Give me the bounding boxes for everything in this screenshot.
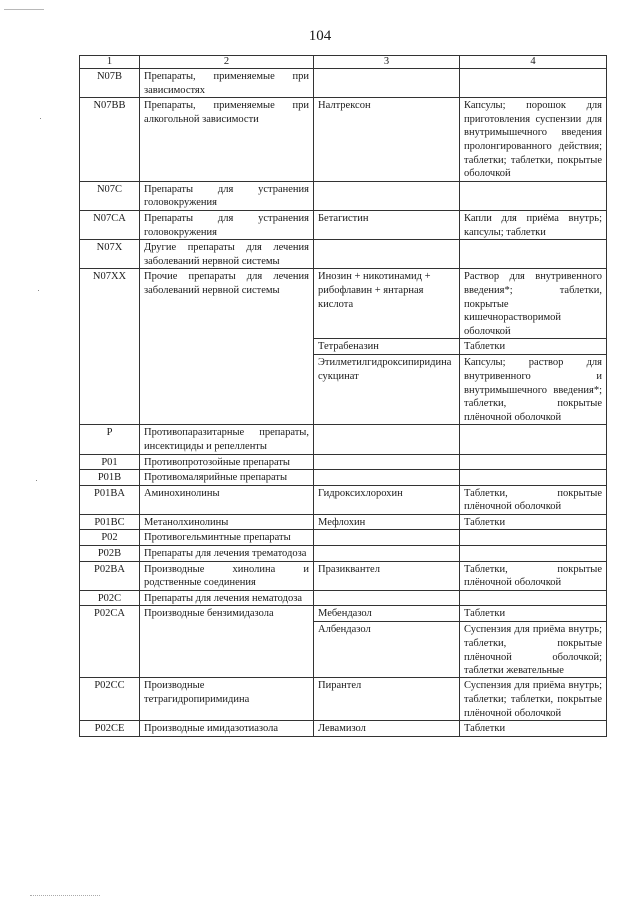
atc-code-cell: P01 [80, 454, 140, 470]
drug-name-cell [314, 561, 460, 590]
table-row [80, 98, 607, 182]
table-row [80, 514, 607, 530]
drug-name: Пирантел [318, 680, 362, 692]
dosage-form: Таблетки, покрытые плёночной оболочкой [464, 563, 602, 589]
table-row [80, 181, 607, 210]
atc-group-cell: Прочие препараты для лечения заболеваний нервной системы [140, 269, 314, 425]
dosage-form-cell [460, 69, 607, 98]
drug-name: Тетрабеназин [314, 338, 459, 354]
dosage-form: Капсулы; порошок для приготовления суспензии для внутримышечного введения пролонгированного действия; таблетки; таблетки, покрытые оболочкой [464, 100, 602, 180]
dosage-form-cell [460, 514, 607, 530]
dosage-form-cell [460, 269, 607, 425]
table-row [80, 590, 607, 606]
column-header: 4 [460, 56, 607, 69]
table-row [80, 454, 607, 470]
table-header-row [80, 56, 607, 69]
atc-group-cell: Противопаразитарные препараты, инсектициды и репелленты [140, 425, 314, 454]
scan-dot [36, 480, 37, 481]
drug-name-cell [314, 470, 460, 486]
dosage-form-cell [460, 485, 607, 514]
atc-code-cell: N07CA [80, 210, 140, 239]
dosage-form-cell [460, 546, 607, 562]
table-row [80, 530, 607, 546]
corner-mark [4, 9, 44, 10]
dosage-form-cell [460, 606, 607, 678]
dosage-form: Суспензия для приёма внутрь; таблетки, покрытые плёночной оболочкой; таблетки жевательные [460, 621, 606, 677]
drug-name-cell [314, 590, 460, 606]
column-header: 1 [80, 56, 140, 69]
dosage-form-cell [460, 470, 607, 486]
table-row [80, 240, 607, 269]
table-row [80, 546, 607, 562]
drug-name: Мефлохин [318, 516, 366, 528]
atc-code-cell: P02C [80, 590, 140, 606]
dosage-form-cell [460, 454, 607, 470]
drug-name-cell [314, 181, 460, 210]
table-row [80, 269, 607, 425]
atc-group-cell: Препараты, применяемые при зависимостях [140, 69, 314, 98]
atc-code-cell: P02 [80, 530, 140, 546]
drug-name: Инозин + никотинамид + рибофлавин + янтарная кислота [318, 271, 431, 310]
table-row [80, 69, 607, 98]
table-row [80, 210, 607, 239]
atc-group-cell: Метанолхинолины [140, 514, 314, 530]
table-row [80, 606, 607, 678]
dosage-form: Суспензия для приёма внутрь; таблетки; таблетки, покрытые плёночной оболочкой [464, 680, 602, 719]
dosage-form-cell [460, 240, 607, 269]
drug-name: Этилметилгидроксипиридина сукцинат [314, 354, 459, 424]
table-row [80, 470, 607, 486]
drug-name: Налтрексон [318, 100, 371, 112]
atc-code-cell: N07C [80, 181, 140, 210]
atc-code-cell: N07BB [80, 98, 140, 182]
atc-group-cell: Препараты для устранения головокружения [140, 210, 314, 239]
atc-group-cell: Препараты для лечения трематодоза [140, 546, 314, 562]
scan-dot [38, 290, 39, 291]
drug-name-cell [314, 98, 460, 182]
drug-name: Бетагистин [318, 212, 369, 224]
dosage-form: Таблетки, покрытые плёночной оболочкой [464, 487, 602, 513]
dosage-form: Таблетки [464, 608, 506, 620]
dosage-form: Таблетки [460, 338, 606, 354]
drug-name-cell [314, 269, 460, 425]
drug-name: Гидроксихлорохин [318, 487, 403, 499]
atc-group-cell: Противомалярийные препараты [140, 470, 314, 486]
table-row [80, 425, 607, 454]
drug-name-cell [314, 606, 460, 678]
atc-group-cell: Препараты, применяемые при алкогольной зависимости [140, 98, 314, 182]
dosage-form: Капли для приёма внутрь; капсулы; таблетки [464, 212, 602, 238]
atc-group-cell: Производные имидазотиазола [140, 721, 314, 737]
table-row [80, 678, 607, 721]
drug-name-cell [314, 454, 460, 470]
atc-code-cell: P02BA [80, 561, 140, 590]
table-row [80, 561, 607, 590]
atc-group-cell: Другие препараты для лечения заболеваний нервной системы [140, 240, 314, 269]
atc-code-cell: N07X [80, 240, 140, 269]
drug-name-cell [314, 546, 460, 562]
dosage-form-cell [460, 181, 607, 210]
atc-group-cell: Противогельминтные препараты [140, 530, 314, 546]
drug-name: Мебендазол [318, 608, 372, 620]
drug-table [79, 55, 607, 737]
dosage-form-cell [460, 98, 607, 182]
table-row [80, 721, 607, 737]
atc-code-cell: P02CA [80, 606, 140, 678]
atc-code-cell: P01BA [80, 485, 140, 514]
drug-name-cell [314, 678, 460, 721]
atc-group-cell: Аминохинолины [140, 485, 314, 514]
atc-code-cell: P [80, 425, 140, 454]
dosage-form-cell [460, 210, 607, 239]
drug-name-cell [314, 530, 460, 546]
drug-name: Албендазол [314, 621, 459, 677]
scan-dot [40, 118, 41, 119]
dosage-form-cell [460, 561, 607, 590]
atc-code-cell: P01BC [80, 514, 140, 530]
dosage-form: Таблетки [464, 516, 506, 528]
dosage-form: Таблетки [464, 723, 506, 735]
dosage-form-cell [460, 678, 607, 721]
table-row [80, 485, 607, 514]
drug-name-cell [314, 425, 460, 454]
footer-mark [30, 895, 100, 896]
atc-group-cell: Производные хинолина и родственные соединения [140, 561, 314, 590]
drug-name-cell [314, 721, 460, 737]
page-number: 104 [308, 28, 332, 44]
atc-group-cell: Препараты для лечения нематодоза [140, 590, 314, 606]
column-header: 2 [140, 56, 314, 69]
atc-group-cell: Противопротозойные препараты [140, 454, 314, 470]
atc-group-cell: Производные бензимидазола [140, 606, 314, 678]
drug-name: Левамизол [318, 723, 366, 735]
atc-code-cell: P02CE [80, 721, 140, 737]
atc-code-cell: N07XX [80, 269, 140, 425]
dosage-form: Раствор для внутривенного введения*; таблетки, покрытые кишечнорастворимой оболочкой [464, 271, 602, 337]
dosage-form-cell [460, 530, 607, 546]
dosage-form-cell [460, 721, 607, 737]
atc-group-cell: Производные тетрагидропиримидина [140, 678, 314, 721]
dosage-form-cell [460, 425, 607, 454]
drug-name-cell [314, 240, 460, 269]
atc-code-cell: P02B [80, 546, 140, 562]
atc-code-cell: N07B [80, 69, 140, 98]
atc-group-cell: Препараты для устранения головокружения [140, 181, 314, 210]
dosage-form-cell [460, 590, 607, 606]
drug-name-cell [314, 514, 460, 530]
drug-name-cell [314, 69, 460, 98]
dosage-form: Капсулы; раствор для внутривенного и внутримышечного введения*; таблетки, покрытые плёночной оболочкой [460, 354, 606, 424]
column-header: 3 [314, 56, 460, 69]
drug-name: Празиквантел [318, 563, 380, 575]
drug-name-cell [314, 210, 460, 239]
drug-name-cell [314, 485, 460, 514]
atc-code-cell: P01B [80, 470, 140, 486]
atc-code-cell: P02CC [80, 678, 140, 721]
